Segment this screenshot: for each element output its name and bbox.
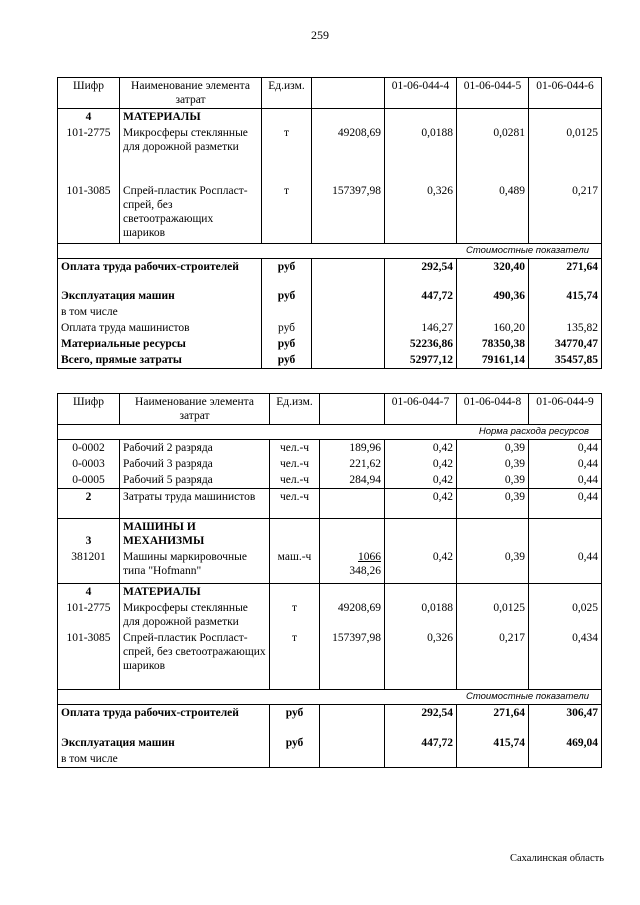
item-unit: т: [262, 183, 312, 243]
machine-value-2: 0,39: [457, 549, 529, 583]
cost-row: [58, 735, 602, 751]
cost-unit: руб: [262, 320, 312, 336]
machine-price-bottom: 348,26: [349, 565, 381, 577]
section-row: [58, 583, 602, 600]
material-value-2: 0,217: [457, 630, 529, 690]
header-col-3: 01-06-044-9: [529, 394, 602, 425]
header-price: [320, 394, 385, 425]
cost-value-1: 292,54: [385, 258, 457, 288]
item-value-1: 0,326: [385, 183, 457, 243]
worker-code: 0-0003: [58, 456, 120, 472]
cost-unit: руб: [262, 336, 312, 352]
section-row: [58, 519, 602, 550]
item-price: 49208,69: [312, 125, 385, 183]
cost-value-2: 78350,38: [457, 336, 529, 352]
item-code: 101-2775: [58, 125, 120, 183]
operators-name: Затраты труда машинистов: [120, 489, 270, 519]
cost-value-2: 320,40: [457, 258, 529, 288]
operators-code: 2: [58, 489, 120, 519]
worker-name: Рабочий 2 разряда: [120, 440, 270, 457]
table-row: [58, 440, 602, 457]
cost-value-3: 135,82: [529, 320, 602, 336]
material-name: Микросферы стеклянные для дорожной разметки: [120, 600, 270, 630]
operators-row: [58, 489, 602, 519]
cost-value-3: [529, 751, 602, 768]
material-unit: т: [270, 630, 320, 690]
header-col-2: 01-06-044-5: [457, 78, 529, 109]
section-code: 3: [58, 519, 120, 550]
cost-value-2: 160,20: [457, 320, 529, 336]
cost-value-3: 306,47: [529, 705, 602, 735]
table-row: [58, 472, 602, 489]
cost-value-3: 35457,85: [529, 352, 602, 369]
cost-value-1: 52236,86: [385, 336, 457, 352]
item-code: 101-3085: [58, 183, 120, 243]
material-value-3: 0,025: [529, 600, 602, 630]
cost-row: [58, 352, 602, 369]
cost-name: Всего, прямые затраты: [58, 352, 262, 369]
page-number: 259: [311, 28, 329, 42]
worker-unit: чел.-ч: [270, 456, 320, 472]
cost-value-2: 490,36: [457, 288, 529, 304]
cost-indicators-label-row: [58, 690, 602, 705]
cost-row: [58, 751, 602, 768]
header-col-1: 01-06-044-7: [385, 394, 457, 425]
item-name: Спрей-пластик Роспласт-спрей, без светоотражающих шариков: [120, 183, 262, 243]
section-code: 4: [58, 583, 120, 600]
worker-price: 284,94: [320, 472, 385, 489]
worker-value-1: 0,42: [385, 440, 457, 457]
cost-unit: руб: [270, 735, 320, 751]
table-row: [58, 125, 602, 183]
cost-value-3: 271,64: [529, 258, 602, 288]
section-row: [58, 109, 602, 126]
item-price: 157397,98: [312, 183, 385, 243]
cost-value-1: 447,72: [385, 288, 457, 304]
worker-value-2: 0,39: [457, 472, 529, 489]
header-code: Шифр: [58, 394, 120, 425]
cost-unit: руб: [270, 705, 320, 735]
machine-name: Машины маркировочные типа "Hofmann": [120, 549, 270, 583]
machine-price-top: 1066: [358, 551, 381, 563]
material-unit: т: [270, 600, 320, 630]
cost-name: в том числе: [58, 304, 262, 320]
header-code: Шифр: [58, 78, 120, 109]
cost-value-1: 292,54: [385, 705, 457, 735]
machine-unit: маш.-ч: [270, 549, 320, 583]
estimate-table-2: [57, 393, 602, 768]
machine-row: [58, 549, 602, 583]
table-row: [58, 630, 602, 690]
table-row: [58, 456, 602, 472]
cost-indicators-label-row: [58, 243, 602, 258]
cost-value-2: 79161,14: [457, 352, 529, 369]
worker-unit: чел.-ч: [270, 472, 320, 489]
operators-value-1: 0,42: [385, 489, 457, 519]
cost-unit: руб: [262, 258, 312, 288]
operators-value-2: 0,39: [457, 489, 529, 519]
table-header-row: [58, 78, 602, 109]
cost-value-3: [529, 304, 602, 320]
section-code: 4: [58, 109, 120, 126]
header-name: Наименование элемента затрат: [120, 78, 262, 109]
machine-price: [320, 549, 385, 583]
cost-name: Оплата труда машинистов: [58, 320, 262, 336]
worker-code: 0-0005: [58, 472, 120, 489]
cost-unit: руб: [262, 352, 312, 369]
cost-row: [58, 288, 602, 304]
operators-unit: чел.-ч: [270, 489, 320, 519]
worker-value-3: 0,44: [529, 456, 602, 472]
cost-name: Оплата труда рабочих-строителей: [58, 705, 270, 735]
cost-row: [58, 336, 602, 352]
material-code: 101-2775: [58, 600, 120, 630]
header-col-1: 01-06-044-4: [385, 78, 457, 109]
cost-value-3: 469,04: [529, 735, 602, 751]
table-header-row: [58, 394, 602, 425]
cost-name: в том числе: [58, 751, 270, 768]
worker-code: 0-0002: [58, 440, 120, 457]
cost-unit: [270, 751, 320, 768]
cost-name: Оплата труда рабочих-строителей: [58, 258, 262, 288]
cost-indicators-label: Стоимостные показатели: [58, 243, 602, 258]
operators-value-3: 0,44: [529, 489, 602, 519]
cost-indicators-label: Стоимостные показатели: [58, 690, 602, 705]
cost-value-1: 52977,12: [385, 352, 457, 369]
machine-value-1: 0,42: [385, 549, 457, 583]
cost-value-1: 447,72: [385, 735, 457, 751]
worker-name: Рабочий 3 разряда: [120, 456, 270, 472]
worker-value-3: 0,44: [529, 440, 602, 457]
worker-price: 189,96: [320, 440, 385, 457]
norm-label-row: [58, 425, 602, 440]
cost-value-2: [457, 751, 529, 768]
cost-value-1: [385, 304, 457, 320]
item-name: Микросферы стеклянные для дорожной разметки: [120, 125, 262, 183]
header-name: Наименование элемента затрат: [120, 394, 270, 425]
estimate-table-1: [57, 77, 602, 369]
worker-value-3: 0,44: [529, 472, 602, 489]
header-unit: Ед.изм.: [262, 78, 312, 109]
header-col-2: 01-06-044-8: [457, 394, 529, 425]
cost-name: Эксплуатация машин: [58, 735, 270, 751]
table-row: [58, 600, 602, 630]
worker-unit: чел.-ч: [270, 440, 320, 457]
item-value-3: 0,217: [529, 183, 602, 243]
worker-price: 221,62: [320, 456, 385, 472]
item-value-1: 0,0188: [385, 125, 457, 183]
cost-value-2: 271,64: [457, 705, 529, 735]
material-price: 157397,98: [320, 630, 385, 690]
header-unit: Ед.изм.: [270, 394, 320, 425]
header-col-3: 01-06-044-6: [529, 78, 602, 109]
material-value-1: 0,0188: [385, 600, 457, 630]
machine-value-3: 0,44: [529, 549, 602, 583]
cost-unit: [262, 304, 312, 320]
cost-value-3: 415,74: [529, 288, 602, 304]
worker-value-1: 0,42: [385, 472, 457, 489]
cost-row: [58, 320, 602, 336]
machine-code: 381201: [58, 549, 120, 583]
cost-name: Эксплуатация машин: [58, 288, 262, 304]
material-value-3: 0,434: [529, 630, 602, 690]
material-name: Спрей-пластик Роспласт-спрей, без светоотражающих шариков: [120, 630, 270, 690]
worker-value-1: 0,42: [385, 456, 457, 472]
section-name: МАТЕРИАЛЫ: [120, 583, 270, 600]
cost-row: [58, 258, 602, 288]
cost-value-2: 415,74: [457, 735, 529, 751]
cost-value-1: [385, 751, 457, 768]
worker-name: Рабочий 5 разряда: [120, 472, 270, 489]
item-unit: т: [262, 125, 312, 183]
material-value-2: 0,0125: [457, 600, 529, 630]
table-row: [58, 183, 602, 243]
worker-value-2: 0,39: [457, 440, 529, 457]
cost-name: Материальные ресурсы: [58, 336, 262, 352]
cost-row: [58, 304, 602, 320]
section-name: МАШИНЫ И МЕХАНИЗМЫ: [120, 519, 270, 550]
material-code: 101-3085: [58, 630, 120, 690]
item-value-2: 0,0281: [457, 125, 529, 183]
section-name: МАТЕРИАЛЫ: [120, 109, 262, 126]
cost-value-2: [457, 304, 529, 320]
header-price: [312, 78, 385, 109]
material-price: 49208,69: [320, 600, 385, 630]
region-footer: Сахалинская область: [510, 853, 604, 864]
worker-value-2: 0,39: [457, 456, 529, 472]
cost-value-1: 146,27: [385, 320, 457, 336]
cost-row: [58, 705, 602, 735]
item-value-2: 0,489: [457, 183, 529, 243]
item-value-3: 0,0125: [529, 125, 602, 183]
material-value-1: 0,326: [385, 630, 457, 690]
cost-unit: руб: [262, 288, 312, 304]
cost-value-3: 34770,47: [529, 336, 602, 352]
norm-label: Норма расхода ресурсов: [58, 425, 602, 440]
